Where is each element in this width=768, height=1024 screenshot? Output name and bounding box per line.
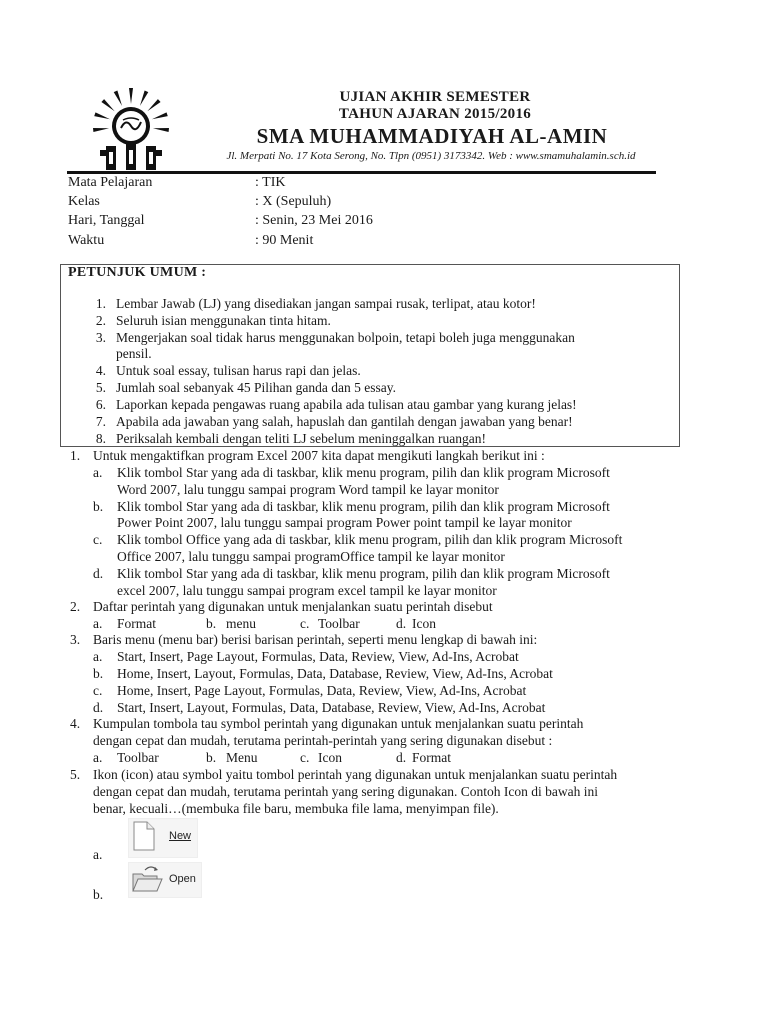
option-letter: d. — [396, 750, 407, 765]
info-value-subject: : TIK — [255, 175, 286, 190]
option-letter: b. — [206, 750, 217, 765]
option-text: Format — [117, 616, 156, 631]
option-text: Icon — [318, 750, 342, 765]
question-text: Kumpulan tombola tau symbol perintah yang digunakan untuk menjalankan suatu perintah — [93, 716, 584, 731]
question-text: Ikon (icon) atau symbol yaitu tombol perintah yang digunakan untuk menjalankan suatu perintah — [93, 767, 618, 782]
academic-year: TAHUN AJARAN 2015/2016 — [338, 106, 532, 122]
question-text: Daftar perintah yang digunakan untuk menjalankan suatu perintah disebut — [93, 599, 493, 614]
question-number: 5. — [70, 767, 81, 782]
option-text: Start, Insert, Layout, Formulas, Data, Database, Review, View, Ad-Ins, Acrobat — [117, 700, 546, 715]
info-label-date: Hari, Tanggal — [68, 213, 145, 228]
instruction-item: Untuk soal essay, tulisan harus rapi dan jelas. — [116, 363, 361, 378]
option-text: Format — [412, 750, 451, 765]
question-text: Untuk mengaktifkan program Excel 2007 kita dapat mengikuti langkah berikut ini : — [93, 448, 545, 463]
question-number: 1. — [70, 448, 81, 463]
school-name: SMA MUHAMMADIYAH AL-AMIN — [256, 124, 608, 148]
option-text: Menu — [226, 750, 258, 765]
instruction-item: Periksalah kembali dengan teliti LJ sebelum meninggalkan ruangan! — [116, 431, 487, 446]
instruction-number: 8. — [95, 431, 106, 446]
option-letter: c. — [93, 532, 103, 547]
option-text: Klik tombol Office yang ada di taskbar, klik menu program, pilih dan klik program Microsoft — [117, 532, 623, 547]
question-number: 4. — [70, 716, 81, 731]
info-value-class: : X (Sepuluh) — [255, 194, 332, 209]
info-value-duration: : 90 Menit — [255, 233, 314, 248]
open-icon-label: Open — [169, 873, 196, 885]
option-text: Toolbar — [318, 616, 360, 631]
option-text: Home, Insert, Page Layout, Formulas, Data, Review, View, Ad-Ins, Acrobat — [117, 683, 527, 698]
open-folder-icon — [131, 866, 163, 899]
instruction-item: Seluruh isian menggunakan tinta hitam. — [116, 313, 331, 328]
option-letter: d. — [93, 566, 104, 581]
instruction-item: Mengerjakan soal tidak harus menggunakan bolpoin, tetapi boleh juga menggunakan — [116, 330, 575, 345]
option-text: Klik tombol Star yang ada di taskbar, klik menu program, pilih dan klik program Microsoft — [117, 465, 610, 480]
instruction-number: 4. — [95, 363, 106, 378]
option-letter: b. — [93, 666, 104, 681]
option-letter: a. — [93, 465, 103, 480]
info-label-class: Kelas — [68, 194, 100, 209]
instruction-number: 6. — [95, 397, 106, 412]
option-text: Word 2007, lalu tunggu sampai program Word tampil ke layar monitor — [117, 482, 499, 497]
option-letter: b. — [93, 887, 104, 902]
instruction-number: 3. — [95, 330, 106, 345]
open-icon-image — [128, 862, 202, 898]
question-number: 3. — [70, 632, 81, 647]
option-text: Power Point 2007, lalu tunggu sampai program Power point tampil ke layar monitor — [117, 515, 572, 530]
instruction-item: Jumlah soal sebanyak 45 Pilihan ganda dan 5 essay. — [116, 380, 396, 395]
header-divider — [67, 171, 656, 174]
new-document-icon — [133, 821, 155, 856]
instruction-item: Laporkan kepada pengawas ruang apabila ada tulisan atau gambar yang kurang jelas! — [116, 397, 577, 412]
question-text: benar, kecuali…(membuka file baru, membuka file lama, menyimpan file). — [93, 801, 499, 816]
option-letter: d. — [93, 700, 104, 715]
instruction-item: Apabila ada jawaban yang salah, hapuslah dan gantilah dengan jawaban yang benar! — [116, 414, 573, 429]
option-letter: a. — [93, 750, 103, 765]
info-label-subject: Mata Pelajaran — [68, 175, 153, 190]
question-number: 2. — [70, 599, 81, 614]
instructions-title: PETUNJUK UMUM : — [68, 265, 207, 280]
exam-title: UJIAN AKHIR SEMESTER — [339, 89, 531, 105]
option-text: Klik tombol Star yang ada di taskbar, klik menu program, pilih dan klik program Microsoft — [117, 499, 610, 514]
option-letter: a. — [93, 616, 103, 631]
option-text: Home, Insert, Layout, Formulas, Data, Database, Review, View, Ad-Ins, Acrobat — [117, 666, 553, 681]
instruction-number: 2. — [95, 313, 106, 328]
question-text: Baris menu (menu bar) berisi barisan perintah, seperti menu lengkap di bawah ini: — [93, 632, 538, 647]
info-label-duration: Waktu — [68, 233, 105, 248]
option-letter: b. — [206, 616, 217, 631]
new-icon-image — [128, 818, 198, 858]
instruction-number: 7. — [95, 414, 106, 429]
option-letter: a. — [93, 847, 103, 862]
option-letter: b. — [93, 499, 104, 514]
school-address: Jl. Merpati No. 17 Kota Serong, No. Tlpn (0951) 3173342. Web : www.smamuhalamin.sch.id — [226, 150, 636, 162]
option-text: Toolbar — [117, 750, 159, 765]
option-text: excel 2007, lalu tunggu sampai program excel tampil ke layar monitor — [117, 583, 497, 598]
option-text: Icon — [412, 616, 436, 631]
new-icon-label: New — [169, 830, 192, 842]
option-letter: d. — [396, 616, 407, 631]
question-text: dengan cepat dan mudah, terutama perintah yang sering digunakan. Contoh Icon di bawah ini — [93, 784, 598, 799]
school-logo — [86, 86, 176, 172]
option-text: Start, Insert, Page Layout, Formulas, Data, Review, View, Ad-Ins, Acrobat — [117, 649, 519, 664]
option-letter: c. — [300, 750, 310, 765]
info-value-date: : Senin, 23 Mei 2016 — [255, 213, 373, 228]
option-text: Klik tombol Star yang ada di taskbar, klik menu program, pilih dan klik program Microsoft — [117, 566, 610, 581]
instruction-item-continued: pensil. — [116, 346, 152, 361]
instruction-number: 5. — [95, 380, 106, 395]
option-letter: c. — [93, 683, 103, 698]
option-letter: c. — [300, 616, 310, 631]
instruction-number: 1. — [95, 296, 106, 311]
instruction-item: Lembar Jawab (LJ) yang disediakan jangan sampai rusak, terlipat, atau kotor! — [116, 296, 536, 311]
option-letter: a. — [93, 649, 103, 664]
option-text: menu — [226, 616, 256, 631]
option-text: Office 2007, lalu tunggu sampai programOffice tampil ke layar monitor — [117, 549, 505, 564]
question-text: dengan cepat dan mudah, terutama perintah-perintah yang sering digunakan disebut : — [93, 733, 553, 748]
